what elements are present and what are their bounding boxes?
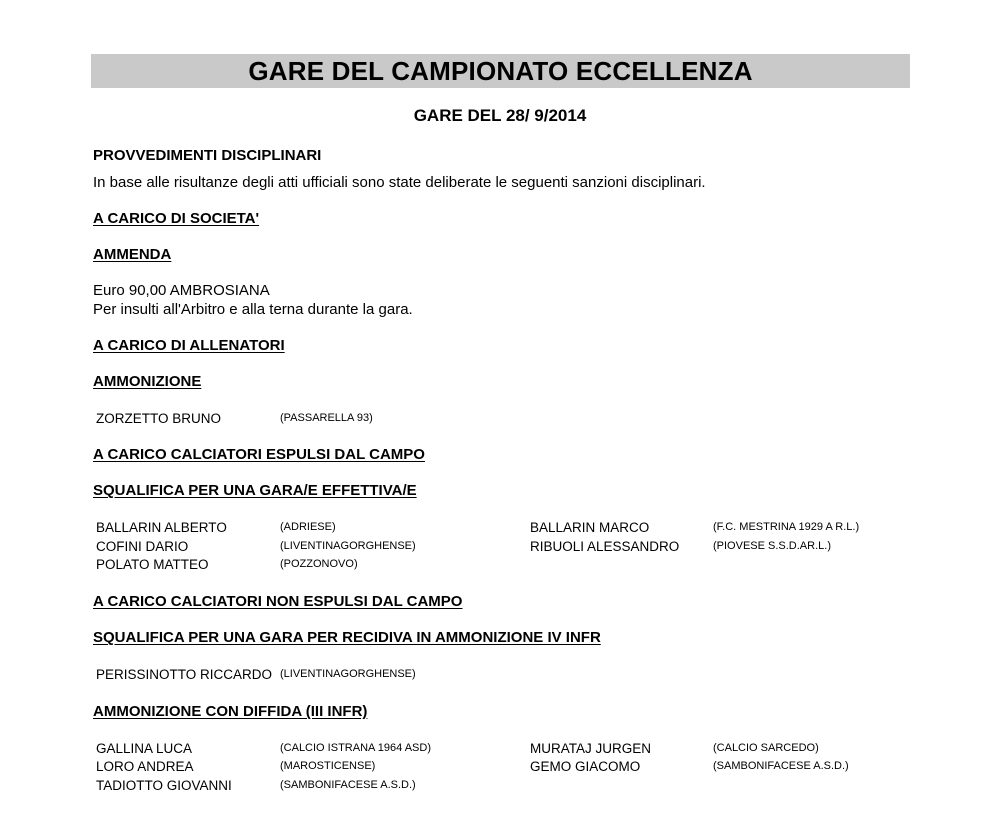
sanction-team: (PASSARELLA 93) — [280, 412, 373, 424]
subheading-diffida: AMMONIZIONE CON DIFFIDA (III INFR) — [93, 703, 368, 720]
section-heading-allenatori: A CARICO DI ALLENATORI — [93, 337, 285, 354]
sanction-name: LORO ANDREA — [96, 759, 194, 774]
sanction-team: (LIVENTINAGORGHENSE) — [280, 668, 416, 680]
sanction-team: (CALCIO ISTRANA 1964 ASD) — [280, 742, 431, 754]
section-heading-societa: A CARICO DI SOCIETA' — [93, 210, 260, 227]
sanction-name: BALLARIN ALBERTO — [96, 520, 227, 535]
subheading-ammenda: AMMENDA — [93, 246, 172, 263]
sanction-team: (LIVENTINAGORGHENSE) — [280, 540, 416, 552]
sanction-name: GEMO GIACOMO — [530, 759, 641, 774]
subheading-ammonizione: AMMONIZIONE — [93, 373, 202, 390]
sanction-name: TADIOTTO GIOVANNI — [96, 778, 232, 793]
sanction-team: (SAMBONIFACESE A.S.D.) — [713, 760, 849, 772]
sanction-team: (PIOVESE S.S.D.AR.L.) — [713, 540, 831, 552]
ammenda-line: Euro 90,00 AMBROSIANA — [93, 282, 270, 299]
sanction-team: (ADRIESE) — [280, 521, 336, 533]
section-heading-espulsi: A CARICO CALCIATORI ESPULSI DAL CAMPO — [93, 446, 425, 463]
page-title: GARE DEL CAMPIONATO ECCELLENZA — [248, 56, 753, 86]
sanction-name: COFINI DARIO — [96, 539, 189, 554]
section-heading-non-espulsi: A CARICO CALCIATORI NON ESPULSI DAL CAMPO — [93, 593, 463, 610]
section-heading-provvedimenti: PROVVEDIMENTI DISCIPLINARI — [93, 147, 322, 164]
sanction-team: (SAMBONIFACESE A.S.D.) — [280, 779, 416, 791]
sanction-name: MURATAJ JURGEN — [530, 741, 651, 756]
subheading-squalifica-effettiva: SQUALIFICA PER UNA GARA/E EFFETTIVA/E — [93, 482, 417, 499]
sanction-name: BALLARIN MARCO — [530, 520, 650, 535]
sanction-name: POLATO MATTEO — [96, 557, 209, 572]
sanction-team: (POZZONOVO) — [280, 558, 358, 570]
sanction-name: GALLINA LUCA — [96, 741, 193, 756]
sanction-team: (MAROSTICENSE) — [280, 760, 376, 772]
sanction-name: ZORZETTO BRUNO — [96, 411, 222, 426]
match-date-heading: GARE DEL 28/ 9/2014 — [413, 106, 587, 125]
ammenda-reason: Per insulti all'Arbitro e alla terna durante la gara. — [93, 301, 413, 318]
title-banner — [91, 54, 910, 88]
sanction-name: PERISSINOTTO RICCARDO — [96, 667, 273, 682]
sanction-team: (F.C. MESTRINA 1929 A R.L.) — [713, 521, 860, 533]
provvedimenti-text: In base alle risultanze degli atti ufficiali sono state deliberate le seguenti sanzioni disciplinari. — [93, 174, 706, 191]
sanction-team: (CALCIO SARCEDO) — [713, 742, 819, 754]
sanction-name: RIBUOLI ALESSANDRO — [530, 539, 680, 554]
subheading-squalifica-recidiva: SQUALIFICA PER UNA GARA PER RECIDIVA IN AMMONIZIONE IV INFR — [93, 629, 601, 646]
